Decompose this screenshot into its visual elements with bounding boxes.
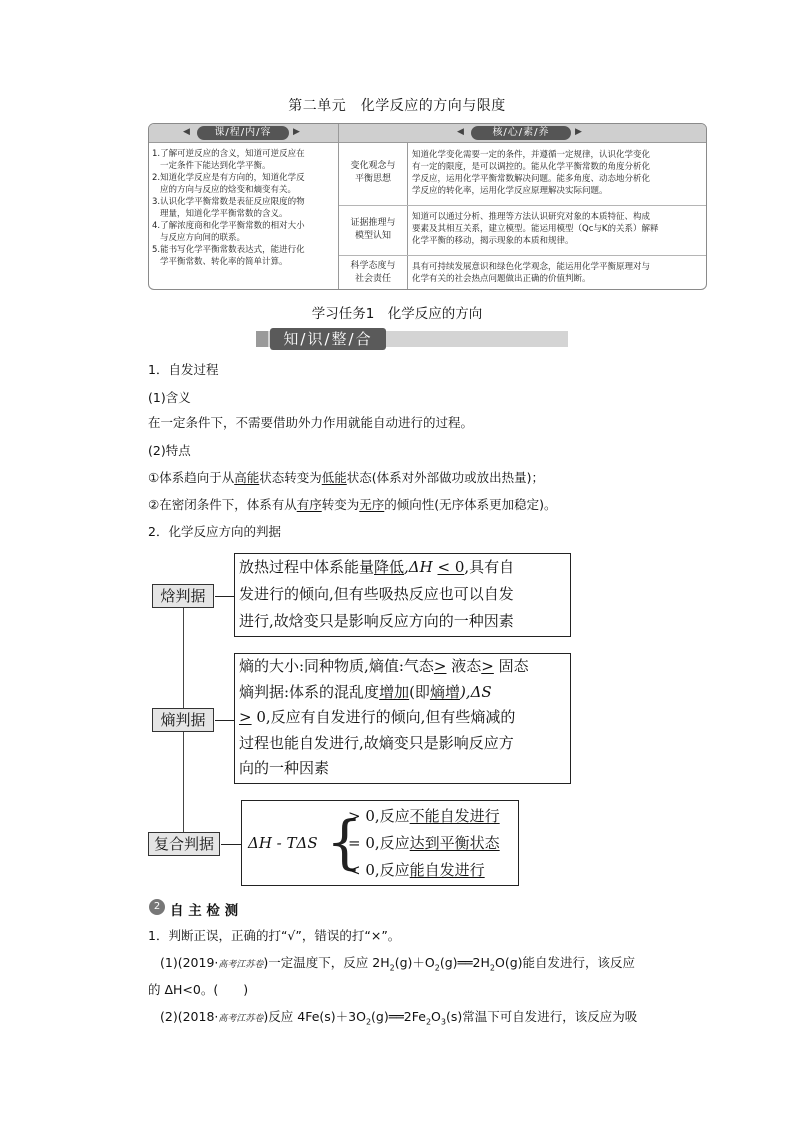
literacy-name: 变化观念与 平衡思想 <box>350 161 396 184</box>
course-item: 4.了解浓度商和化学平衡常数的相对大小 <box>152 221 305 231</box>
feature-point: ②在密闭条件下，体系有从有序转变为无序的倾向性(无序体系更加稳定)。 <box>148 497 557 512</box>
entropy-criterion-box: 熵的大小:同种物质,熵值:气态> 液态> 固态 熵判据:体系的混乱度增加(即熵增),ΔS > 0,反应有自发进行的倾向,但有些熵减的 过程也能自发进行,故熵变只是影响反应方 向的一种因素 <box>234 653 571 784</box>
core-literacy-label: 核/心/素/养 <box>471 126 571 140</box>
course-content-label: 课/程/内/容 <box>197 126 289 140</box>
literacy-name: 证据推理与 模型认知 <box>350 218 396 241</box>
knowledge-banner: 知/识/整/合 <box>270 328 386 350</box>
question-item: (2)(2018·高考江苏卷)反应 $4Fe(s)+3O_2(g)══2Fe_2O_3(s)$常温下可自发进行，该反应为吸 <box>160 1009 638 1027</box>
brace-icon: { <box>326 808 363 876</box>
literacy-name: 科学态度与 社会责任 <box>350 261 396 284</box>
literacy-description: 知道化学变化需要一定的条件，并遵循一定规律，认识化学变化 有一定的限度，是可以调控的。能从化学平衡常数的角度分析化 学反应，运用化学平衡常数解决问题。能多角度、动态地分析化 学反应的转化率，运用化学反应原理解决实际问题。 <box>412 150 651 196</box>
course-item: 应的方向与反应的焓变和熵变有关。 <box>160 185 297 195</box>
course-item: 与反应方向间的联系。 <box>160 233 246 243</box>
literacy-description: 知道可以通过分析、推理等方法认识研究对象的本质特征、构成 要素及其相互关系，建立模型。能运用模型（Qc与K的关系）解释 化学平衡的移动，揭示现象的本质和规律。 <box>412 212 659 246</box>
feature-point: ①体系趋向于从高能状态转变为低能状态(体系对外部做功或放出热量)； <box>148 470 545 485</box>
right-arrow-icon: ▶ <box>293 127 300 137</box>
subheading: (1)含义 <box>148 390 191 405</box>
literacy-description: 具有可持续发展意识和绿色化学观念，能运用化学平衡原理对与 化学有关的社会热点问题做出正确的价值判断。 <box>412 262 651 284</box>
course-content-header <box>149 124 338 142</box>
section-heading: 2．化学反应方向的判据 <box>148 524 281 539</box>
course-item: 理量，知道化学平衡常数的含义。 <box>160 209 288 219</box>
course-item: 5.能书写化学平衡常数表达式，能进行化 <box>152 245 305 255</box>
task-title: 学习任务1 化学反应的方向 <box>311 306 483 322</box>
banner-tab <box>256 331 268 347</box>
course-item: 3.认识化学平衡常数是表征反应限度的物 <box>152 197 305 207</box>
left-arrow-icon: ◀ <box>183 127 190 137</box>
right-arrow-icon: ▶ <box>575 127 582 137</box>
course-item: 2.知道化学反应是有方向的，知道化学反 <box>152 173 305 183</box>
course-content-list <box>152 148 336 268</box>
composite-rules: > 0,反应不能自发进行 = 0,反应达到平衡状态 < 0,反应能自发进行 <box>348 807 500 879</box>
enthalpy-criterion-box: 放热过程中体系能量降低,ΔH < 0,具有自 发进行的倾向,但有些吸热反应也可以自发 进行,故焓变只是影响反应方向的一种因素 <box>234 553 571 637</box>
self-check-heading: 自 主 检 测 <box>170 903 239 919</box>
enthalpy-criterion-label: 焓判据 <box>152 584 214 608</box>
core-literacy-header <box>339 124 707 142</box>
definition-text: 在一定条件下，不需要借助外力作用就能自动进行的过程。 <box>148 415 474 430</box>
subheading: (2)特点 <box>148 443 191 458</box>
gibbs-formula: ΔH - TΔS <box>248 834 318 852</box>
composite-criterion-box <box>241 800 519 886</box>
course-literacy-table <box>148 123 707 290</box>
section-number-icon: 2 <box>149 899 165 915</box>
left-arrow-icon: ◀ <box>457 127 464 137</box>
section-heading: 1．自发过程 <box>148 362 219 377</box>
course-item: 一定条件下能达到化学平衡。 <box>160 161 271 171</box>
course-item: 1.了解可逆反应的含义，知道可逆反应在 <box>152 149 305 159</box>
question-text: 1．判断正误，正确的打“√”，错误的打“×”。 <box>148 928 401 943</box>
question-item-cont: 的 ΔH<0。( ) <box>148 982 249 997</box>
entropy-criterion-label: 熵判据 <box>152 708 214 732</box>
page-title: 第二单元 化学反应的方向与限度 <box>288 98 506 114</box>
course-item: 学平衡常数、转化率的简单计算。 <box>160 257 288 267</box>
composite-criterion-label: 复合判据 <box>148 832 220 856</box>
question-item: (1)(2019·高考江苏卷)一定温度下，反应 $2H_2(g)+O_2(g)══2H_2O(g)$能自发进行，该反应 <box>160 955 636 973</box>
